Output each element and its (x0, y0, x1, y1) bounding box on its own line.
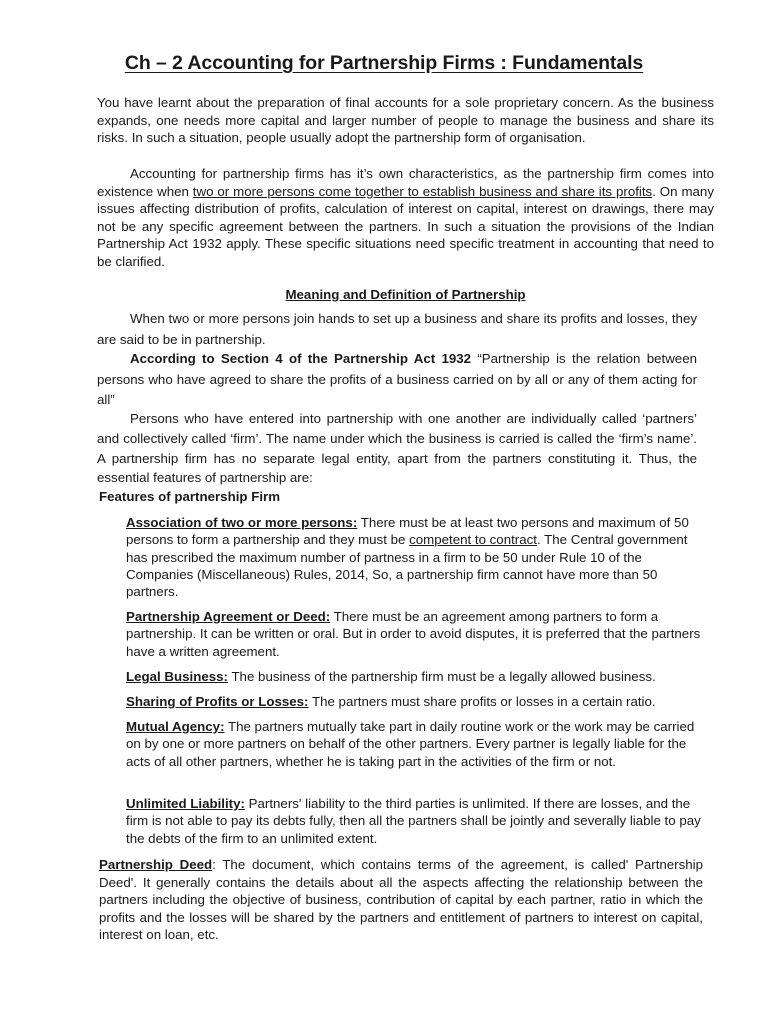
accounting-text-a: Accounting for partnership firms has it’s own characteristics, as the partnership firm comes into existence when (97, 166, 714, 199)
deed-paragraph (99, 856, 703, 944)
feature-mutual-agency (126, 718, 704, 770)
feature-text: There must be an agreement among partners to form a partnership. It can be written or oral. But in order to avoid disputes, it is preferred that the partners have a written agreement. (126, 609, 701, 659)
section-heading-meaning: Meaning and Definition of Partnership (285, 287, 526, 302)
feature-label: Legal Business: (126, 669, 228, 684)
features-heading: Features of partnership Firm (99, 489, 281, 504)
meaning-paragraph: When two or more persons join hands to set up a business and share its profits and losses, they are said to be in partnership. (97, 311, 697, 347)
feature-text: . The Central government has prescribed the maximum number of partness in a firm to be 50 under Rule 10 of the Companies (Miscellaneous) Rules, 2014, So, a partnership firm cannot have more than 50 partners. (126, 532, 688, 600)
feature-underlined-phrase: competent to contract (409, 532, 537, 548)
feature-sharing (126, 693, 704, 710)
feature-agreement (126, 608, 704, 660)
deed-label: Partnership Deed (99, 857, 213, 872)
deed-text: : The document, which contains terms of the agreement, is called' Partnership Deed'. It generally contains the details about all the aspects affecting the relationship between the partners including the objective of business, contribution of capital by each partner, ratio in which the profits and the losses will be shared by the partners and entitlement of partners to interest on capital, interest on loan, etc. (99, 857, 704, 942)
feature-label: Mutual Agency: (126, 719, 225, 734)
feature-text: Partners' liability to the third parties is unlimited. If there are losses, and the firm is not able to pay its debts fully, then all the partners shall be jointly and severally liable to pay the debts of the firm to an unlimited extent. (126, 796, 701, 846)
feature-association (126, 514, 704, 600)
accounting-text-b: . On many issues affecting distribution of profits, calculation of interest on capital, interest on drawings, there may not be any specific agreement between the partners. In such a situation the provisions of the Indian Partnership Act 1932 apply. These specific situations need specific treatment in accounting that need to be clarified. (97, 183, 714, 269)
feature-label: Partnership Agreement or Deed: (126, 609, 331, 624)
intro-paragraph: You have learnt about the preparation of final accounts for a sole proprietary concern. As the business expands, one needs more capital and larger number of people to manage the business and share its risks. In such a situation, people usually adopt the partnership form of organisation. (97, 95, 714, 146)
feature-label: Sharing of Profits or Losses: (126, 694, 309, 709)
feature-legal-business (126, 668, 704, 685)
definition-bold: According to Section 4 of the Partnership Act 1932 (130, 351, 472, 366)
feature-unlimited-liability (126, 795, 704, 847)
feature-text: There must be at least two persons and maximum of 50 persons to form a partnership and they must be (126, 515, 689, 548)
feature-text: The partners mutually take part in daily routine work or the work may be carried on by one or more partners on behalf of the other partners. Every partner is legally liable for the acts of all other partners, whether he is taking part in the activities of the firm or not. (126, 719, 695, 769)
feature-label: Association of two or more persons: (126, 515, 358, 530)
partners-paragraph: Persons who have entered into partnership with one another are individually called ‘partners’ and collectively called ‘firm’. The name under which the business is carried is called the ‘firm’s name’. A partnership firm has no separate legal entity, apart from the partners constituting it. Thus, the essential features of partnership are: (97, 411, 697, 486)
definition-paragraph (97, 349, 697, 411)
definition-quote: “Partnership is the relation between persons who have agreed to share the profits of a business carried on by all or any of them acting for all” (97, 351, 697, 407)
feature-label: Unlimited Liability: (126, 796, 245, 811)
accounting-underlined-phrase: two or more persons come together to establish business and share its profits (192, 183, 653, 199)
feature-text: The business of the partnership firm must be a legally allowed business. (227, 669, 656, 684)
accounting-paragraph (97, 165, 714, 271)
page-title: Ch – 2 Accounting for Partnership Firms : Fundamentals (124, 52, 644, 74)
feature-text: The partners must share profits or losses in a certain ratio. (308, 694, 656, 709)
